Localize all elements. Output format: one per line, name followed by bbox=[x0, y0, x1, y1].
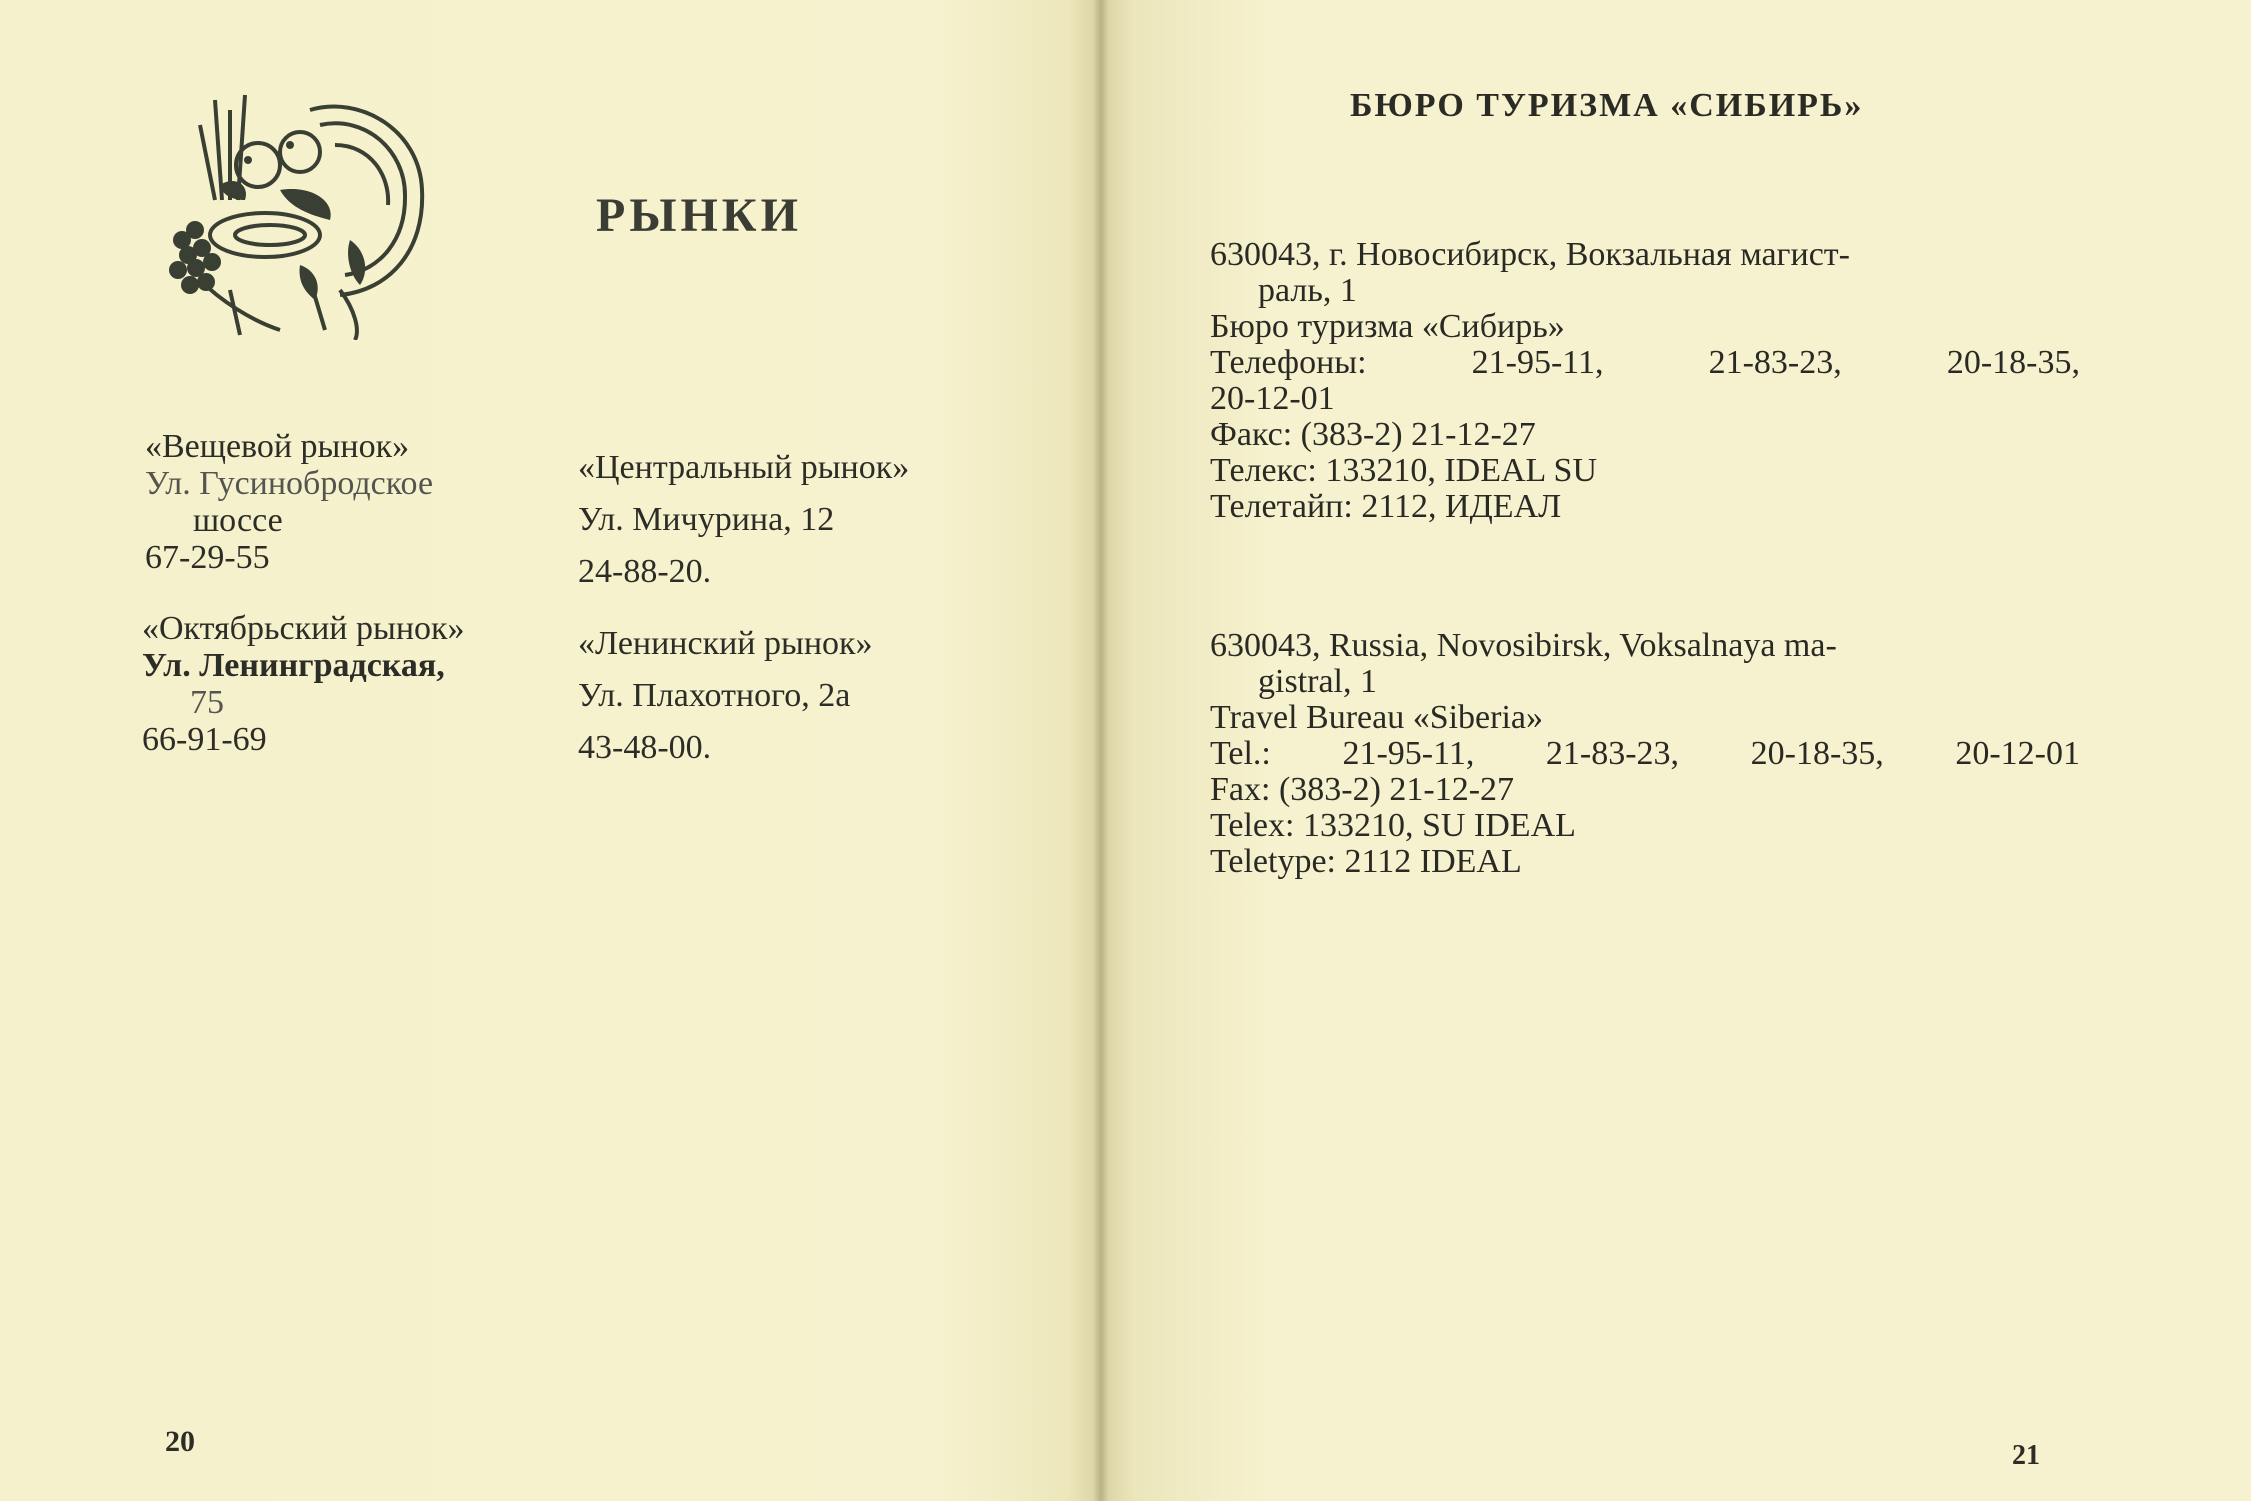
organization-name: Travel Bureau «Siberia» bbox=[1210, 699, 1544, 736]
market-phone: 66-91-69 bbox=[142, 721, 267, 758]
phone-number: 20-12-01 bbox=[1210, 380, 1335, 417]
page-number: 21 bbox=[2012, 1440, 2040, 1471]
address-line: 630043, Russia, Novosibirsk, Voksalnaya ma- bbox=[1210, 627, 1837, 664]
address-line: 630043, г. Новосибирск, Вокзальная магист- bbox=[1210, 236, 1850, 273]
market-entry-veshchevoy bbox=[145, 428, 433, 576]
vegetables-illustration-icon bbox=[160, 90, 430, 340]
address-block-russian bbox=[1210, 237, 2090, 525]
teletype-line: Teletype: 2112 IDEAL bbox=[1210, 843, 1522, 880]
telex-line: Telex: 133210, SU IDEAL bbox=[1210, 807, 1576, 844]
address-block-english bbox=[1210, 628, 2090, 880]
market-street: Ул. Гусинобродское bbox=[145, 465, 434, 502]
organization-name: Бюро туризма «Сибирь» bbox=[1210, 308, 1565, 345]
phone-number: 21-95-11, bbox=[1342, 735, 1475, 772]
page-title: РЫНКИ bbox=[596, 189, 802, 242]
left-page bbox=[0, 0, 1100, 1501]
market-entry-oktyabrsky bbox=[142, 610, 465, 758]
teletype-line: Телетайп: 2112, ИДЕАЛ bbox=[1210, 488, 1562, 525]
section-title: БЮРО ТУРИЗМА «СИБИРЬ» bbox=[1350, 87, 1864, 124]
market-name: «Центральный рынок» bbox=[578, 449, 910, 486]
market-name: «Ленинский рынок» bbox=[578, 625, 873, 662]
market-phone: 24-88-20. bbox=[578, 553, 712, 590]
telex-line: Телекс: 133210, IDEAL SU bbox=[1210, 452, 1597, 489]
market-entry-leninsky bbox=[578, 618, 873, 774]
phone-number: 20-12-01 bbox=[1955, 735, 2080, 772]
fax-line: Факс: (383-2) 21-12-27 bbox=[1210, 416, 1536, 453]
phones-label: Tel.: bbox=[1210, 735, 1271, 772]
phone-number: 21-95-11, bbox=[1471, 344, 1604, 381]
phone-number: 21-83-23, bbox=[1708, 344, 1842, 381]
phone-number: 21-83-23, bbox=[1545, 735, 1680, 772]
phones-line bbox=[1210, 736, 2080, 772]
market-name: «Вещевой рынок» bbox=[145, 428, 410, 465]
market-phone: 67-29-55 bbox=[145, 539, 270, 576]
phones-label: Телефоны: bbox=[1210, 344, 1367, 381]
market-street: Ул. Плахотного, 2а bbox=[578, 677, 851, 714]
phones-line bbox=[1210, 345, 2080, 381]
phone-number: 20-18-35, bbox=[1750, 735, 1884, 772]
market-street: Ул. Мичурина, 12 bbox=[578, 501, 835, 538]
phone-number: 20-18-35, bbox=[1946, 344, 2080, 381]
market-entry-tsentralny bbox=[578, 442, 909, 598]
market-name: «Октябрьский рынок» bbox=[142, 610, 465, 647]
fax-line: Fax: (383-2) 21-12-27 bbox=[1210, 771, 1515, 808]
market-phone: 43-48-00. bbox=[578, 729, 712, 766]
market-street-cont: 75 bbox=[190, 684, 224, 721]
book-gutter bbox=[1093, 0, 1109, 1501]
page-number: 20 bbox=[165, 1425, 195, 1458]
address-line-cont: gistral, 1 bbox=[1258, 663, 1377, 700]
market-street: Ул. Ленинградская, bbox=[142, 647, 445, 684]
market-street-cont: шоссе bbox=[193, 502, 283, 539]
address-line-cont: раль, 1 bbox=[1258, 272, 1357, 309]
